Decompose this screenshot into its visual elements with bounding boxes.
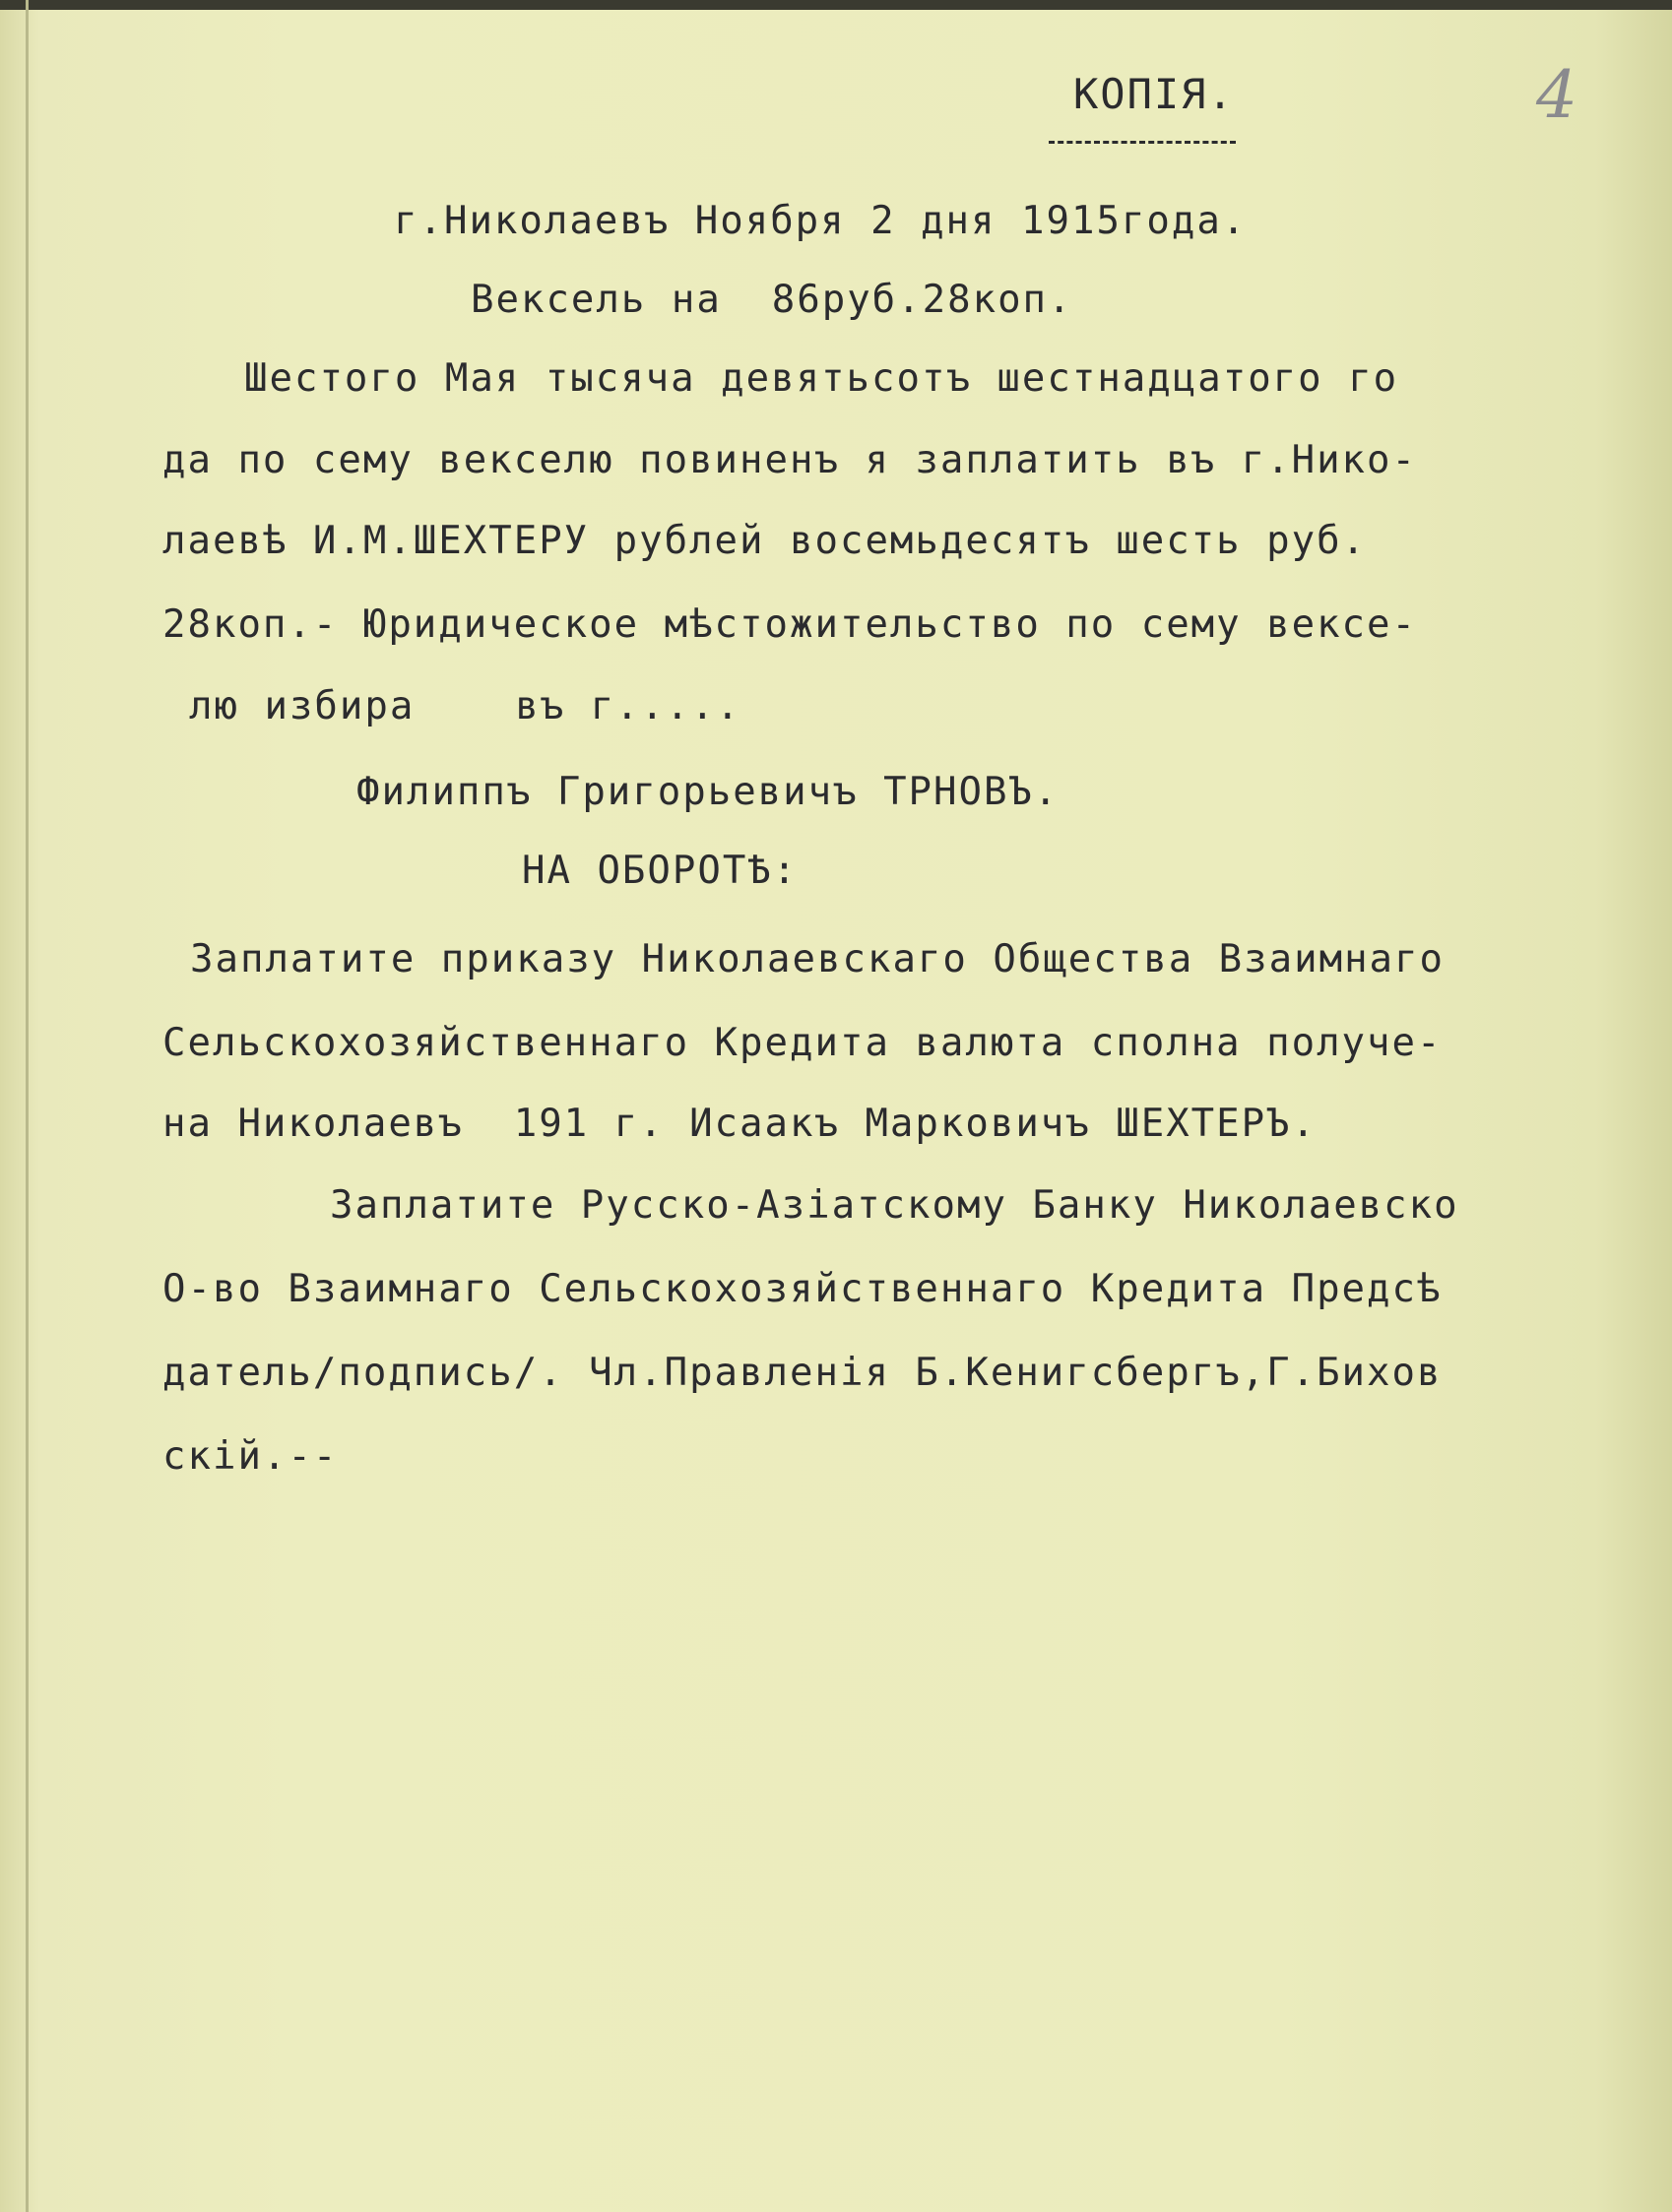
text-line-endorsement-5: О-во Взаимнаго Сельскохозяйственнаго Кредита Предсѣ	[162, 1267, 1443, 1311]
text-line-body-5: лю избира въ г.....	[189, 684, 741, 728]
text-line-bill-amount: Вексель на 86руб.28коп.	[471, 278, 1073, 322]
text-line-body-4: 28коп.- Юридическое мѣстожительство по сему вексе-	[162, 602, 1417, 647]
text-line-place-date: г.Николаевъ Ноября 2 дня 1915года.	[394, 199, 1248, 243]
text-line-body-2: да по сему векселю повиненъ я заплатить въ г.Нико-	[162, 438, 1417, 482]
text-line-endorsement-3: на Николаевъ 191 г. Исаакъ Марковичъ ШЕХТЕРЪ.	[162, 1102, 1318, 1146]
document-title: КОПІЯ.	[1073, 70, 1235, 118]
text-line-endorsement-1: Заплатите приказу Николаевскаго Общества Взаимнаго	[190, 937, 1445, 981]
scan-top-edge	[0, 0, 1672, 10]
text-line-body-1: Шестого Мая тысяча девятьсотъ шестнадцатого го	[244, 356, 1399, 401]
page-fold-line	[26, 0, 29, 2212]
text-line-reverse-heading: НА ОБОРОТѢ:	[522, 849, 799, 893]
title-underline	[1049, 141, 1236, 144]
text-line-endorsement-2: Сельскохозяйственнаго Кредита валюта сполна получе-	[162, 1021, 1443, 1065]
text-line-signature: Филиппъ Григорьевичъ ТРНОВЪ.	[356, 770, 1060, 814]
text-line-endorsement-7: скiй.--	[162, 1434, 339, 1479]
folio-number: 4	[1536, 57, 1577, 133]
text-line-body-3: лаевѣ И.М.ШЕХТЕРУ рублей восемьдесятъ шесть руб.	[162, 519, 1368, 563]
text-line-endorsement-6: датель/подпись/. Чл.Правленiя Б.Кенигсбергъ,Г.Бихов	[162, 1351, 1443, 1395]
text-line-endorsement-4: Заплатите Русско-Азiатскому Банку Николаевско	[330, 1183, 1459, 1228]
